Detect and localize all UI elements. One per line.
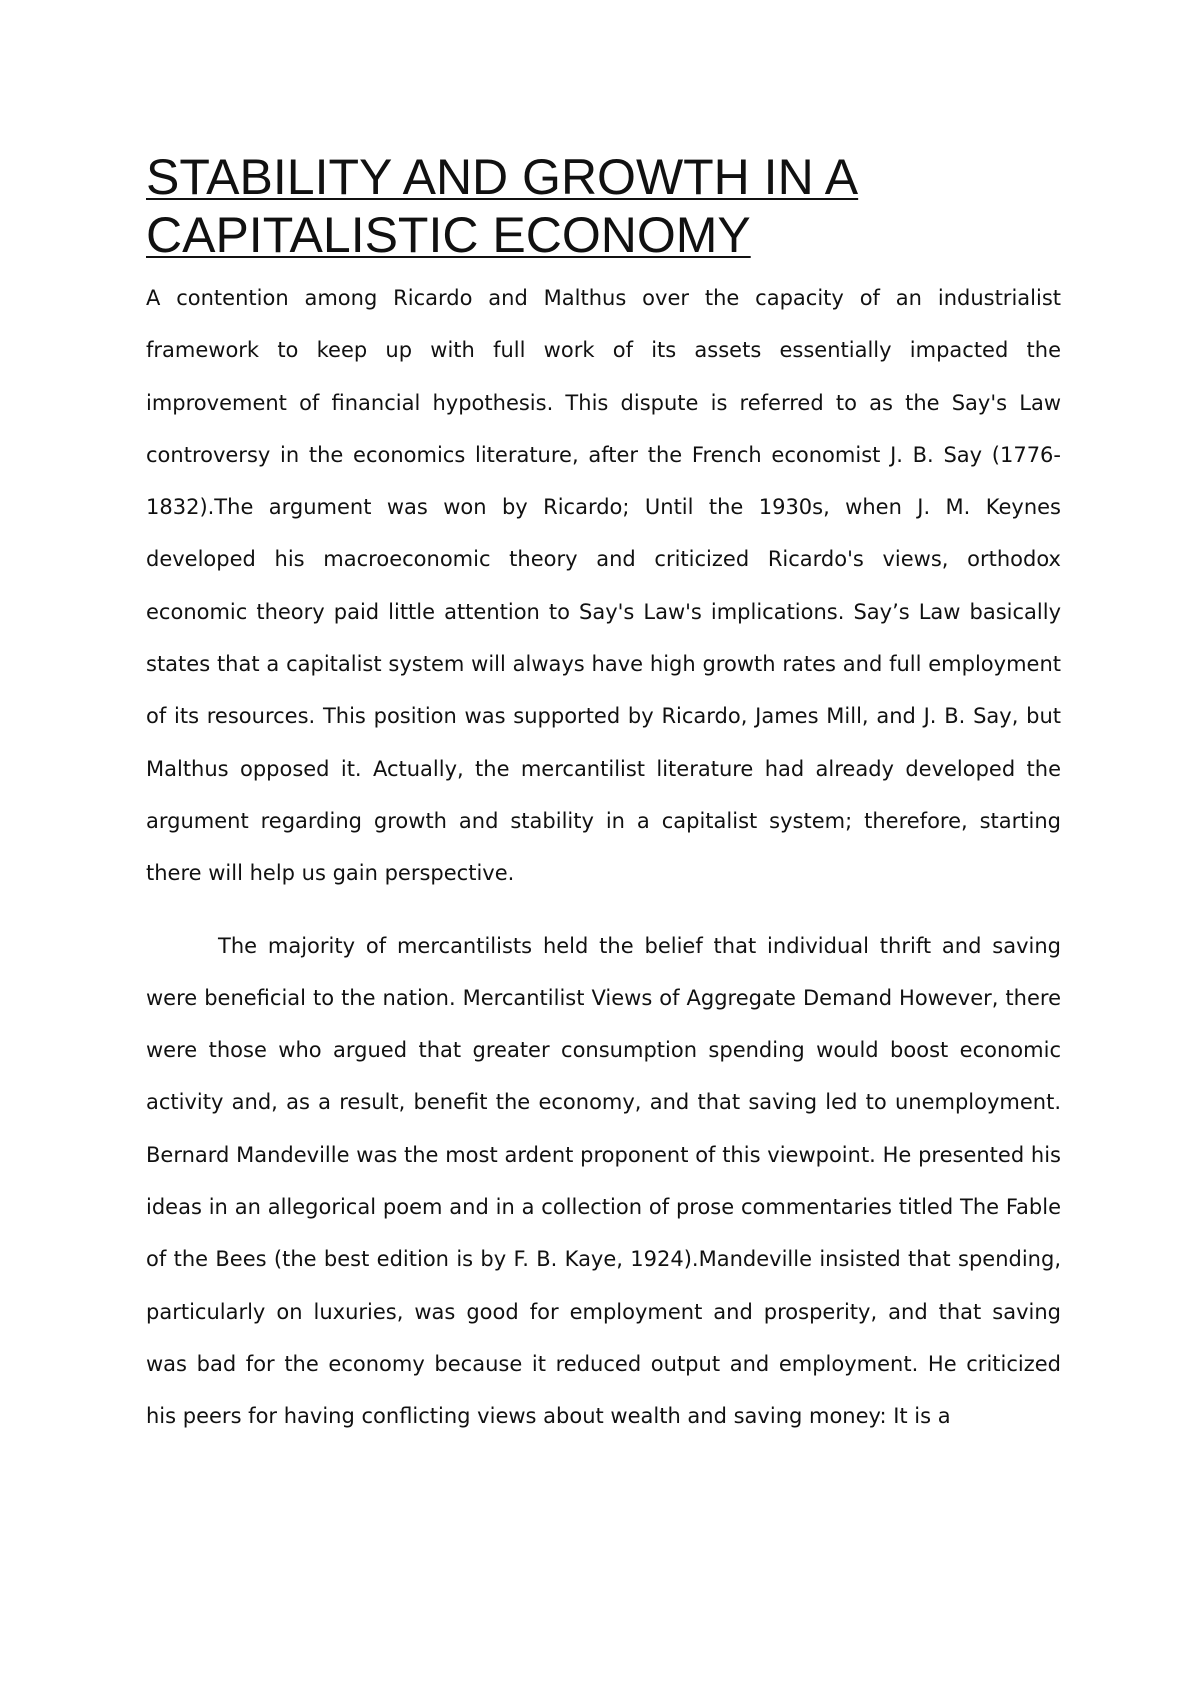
paragraph-2: The majority of mercantilists held the belief that individual thrift and saving were beneficial to the nation. Mercantilist Views of Aggregate Demand However, there were those who argued that greater consumption spending would boost economic activity and, as a result, benefit the economy, and that saving led to unemployment. Bernard Mandeville was the most ardent proponent of this viewpoint. He presented his ideas in an allegorical poem and in a collection of prose commentaries titled The Fable of the Bees (the best edition is by F. B. Kaye, 1924).Mandeville insisted that spending, particularly on luxuries, was good for employment and prosperity, and that saving was bad for the economy because it reduced output and employment. He criticized his peers for having conflicting views about wealth and saving money: It is a: [146, 933, 1061, 1429]
paragraph-1: A contention among Ricardo and Malthus over the capacity of an industrialist framework to keep up with full work of its assets essentially impacted the improvement of financial hypothesis. This dispute is referred to as the Say's Law controversy in the economics literature, after the French economist J. B. Say (1776-1832).The argument was won by Ricardo; Until the 1930s, when J. M. Keynes developed his macroeconomic theory and criticized Ricardo's views, orthodox economic theory paid little attention to Say's Law's implications. Say’s Law basically states that a capitalist system will always have high growth rates and full employment of its resources. This position was supported by Ricardo, James Mill, and J. B. Say, but Malthus opposed it. Actually, the mercantilist literature had already developed the argument regarding growth and stability in a capitalist system; therefore, starting there will help us gain perspective.: [146, 286, 1061, 886]
document-body: [146, 148, 1061, 1443]
document-title: STABILITY AND GROWTH IN A CAPITALISTIC ECONOMY: [146, 149, 859, 263]
